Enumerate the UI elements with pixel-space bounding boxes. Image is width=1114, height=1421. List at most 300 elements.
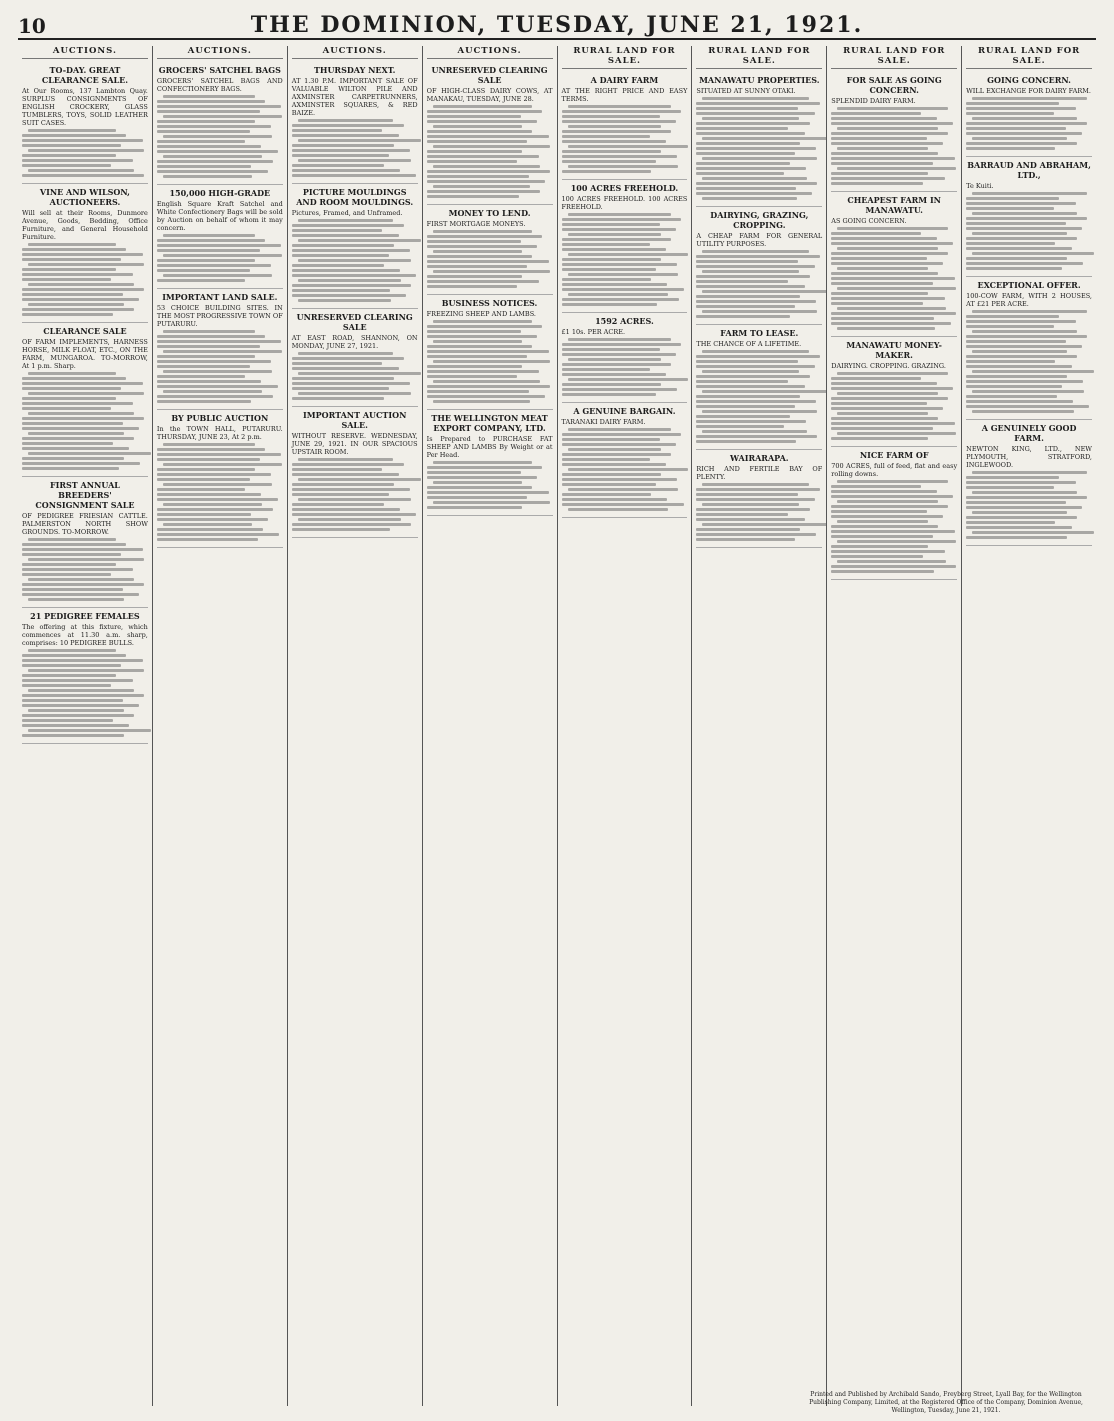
text-line: [568, 125, 661, 128]
text-line: [562, 438, 660, 441]
text-line: [837, 247, 938, 250]
text-line: [298, 139, 421, 142]
text-line: [163, 115, 283, 118]
ad-body: £1 10s. PER ACRE.: [561, 328, 626, 336]
text-line: [157, 380, 261, 383]
text-line: [427, 496, 528, 499]
text-line: [562, 388, 678, 391]
text-line: [562, 155, 678, 158]
ad-title: BUSINESS NOTICES.: [441, 298, 538, 308]
text-line: [298, 392, 411, 395]
text-line: [292, 377, 394, 380]
text-line: [696, 295, 799, 298]
text-line: [427, 190, 540, 193]
text-line: [831, 317, 934, 320]
text-line: [966, 315, 1059, 318]
text-line: [292, 387, 389, 390]
text-line: [22, 417, 144, 420]
text-line: [696, 132, 804, 135]
ad-title: WAIRARAPA.: [730, 453, 789, 463]
text-line: [831, 407, 943, 410]
column: [558, 46, 693, 1406]
text-line: [696, 513, 788, 516]
ad-body: SITUATED AT SUNNY OTAKI.: [696, 87, 796, 95]
imprint: Printed and Published by Archibald Sando, Freyberg Street, Lyall Bay, for the Wellington Publishing Company, Limited, at the Registered Office of the Company, Dominion Avenue, Wellington, Tuesday, June 21, 1921.: [809, 1391, 1083, 1414]
text-line: [696, 533, 816, 536]
text-line: [696, 380, 788, 383]
text-line: [831, 297, 944, 300]
text-line: [966, 536, 1067, 539]
column-heading: RURAL LAND FOR SALE.: [562, 46, 688, 69]
text-line: [292, 289, 390, 292]
text-line: [157, 508, 273, 511]
text-line: [427, 285, 518, 288]
ad-body: In the TOWN HALL, PUTARURU. THURSDAY, JUNE 23, At 2 p.m.: [156, 425, 283, 441]
text-line: [22, 377, 126, 380]
text-line: [831, 525, 938, 528]
text-line: [22, 387, 121, 390]
text-line: [292, 367, 399, 370]
text-line: [427, 350, 549, 353]
text-line: [427, 385, 550, 388]
text-line: [157, 335, 265, 338]
text-line: [427, 235, 543, 238]
text-line: [562, 433, 682, 436]
text-line: [433, 400, 530, 403]
ad-body: FREEZING SHEEP AND LAMBS.: [426, 310, 536, 318]
text-line: [427, 491, 549, 494]
advertisement: [22, 608, 148, 744]
text-line: [22, 724, 129, 727]
text-line: [22, 154, 116, 157]
text-line: [157, 259, 255, 262]
text-line: [966, 127, 1065, 130]
text-line: [163, 370, 273, 373]
text-line: [831, 172, 928, 175]
text-line: [831, 137, 927, 140]
text-line: [837, 227, 948, 230]
advertisement: [966, 277, 1092, 420]
text-line: [28, 598, 124, 601]
text-line: [702, 370, 799, 373]
advertisement: [427, 295, 553, 410]
advertisement: [966, 420, 1092, 546]
text-line: [696, 375, 809, 378]
text-line: [972, 511, 1066, 514]
text-line: [837, 500, 938, 503]
text-line: [562, 110, 682, 113]
ad-title: BY PUBLIC AUCTION: [171, 413, 269, 423]
text-line: [292, 362, 383, 365]
advertisement: [22, 323, 148, 477]
text-line: [22, 422, 123, 425]
text-line: [702, 523, 827, 526]
ad-title: MONEY TO LEND.: [448, 208, 531, 218]
advertisement: [292, 407, 418, 538]
text-line: [696, 440, 795, 443]
text-line: [696, 192, 812, 195]
text-line: [831, 157, 954, 160]
text-line: [966, 237, 1077, 240]
text-line: [562, 140, 666, 143]
text-line: [831, 262, 943, 265]
text-line: [562, 115, 660, 118]
text-line: [292, 523, 412, 526]
text-line: [562, 238, 672, 241]
text-line: [22, 442, 113, 445]
text-line: [837, 480, 948, 483]
text-line: [163, 483, 273, 486]
text-line: [157, 264, 272, 267]
ad-title: A GENUINE BARGAIN.: [573, 406, 676, 416]
text-line: [157, 340, 282, 343]
text-line: [427, 110, 543, 113]
text-line: [966, 320, 1076, 323]
text-line: [831, 397, 948, 400]
text-line: [837, 147, 928, 150]
text-line: [831, 515, 943, 518]
text-line: [22, 407, 111, 410]
text-line: [831, 530, 954, 533]
text-line: [696, 400, 816, 403]
text-line: [562, 353, 677, 356]
text-line: [562, 223, 660, 226]
text-line: [163, 330, 255, 333]
text-line: [972, 410, 1074, 413]
text-line: [298, 259, 411, 262]
text-line: [568, 293, 669, 296]
text-line: [22, 159, 133, 162]
text-line: [831, 232, 920, 235]
ad-body: 700 ACRES, full of feed, flat and easy rolling downs.: [831, 462, 958, 478]
text-line: [702, 483, 809, 486]
text-line: [433, 105, 532, 108]
text-line: [22, 447, 129, 450]
text-line: [22, 258, 121, 261]
text-line: [22, 382, 143, 385]
ad-title: 100 ACRES FREEHOLD.: [570, 183, 679, 193]
advertisement: [831, 192, 957, 337]
text-line: [562, 248, 666, 251]
ad-title: FIRST ANNUAL BREEDERS' CONSIGNMENT SALE: [35, 480, 135, 510]
text-line: [568, 378, 689, 381]
text-line: [831, 382, 937, 385]
advertisement: [292, 184, 418, 309]
ad-title: A GENUINELY GOOD FARM.: [981, 423, 1077, 443]
text-line: [972, 192, 1087, 195]
text-line: [696, 122, 809, 125]
text-line: [292, 264, 384, 267]
text-line: [972, 97, 1087, 100]
text-line: [433, 230, 532, 233]
text-line: [966, 400, 1073, 403]
advertisement: [696, 72, 822, 207]
text-line: [28, 729, 151, 732]
text-line: [22, 684, 111, 687]
text-line: [696, 518, 804, 521]
text-line: [966, 335, 1087, 338]
text-line: [972, 471, 1087, 474]
advertisement: [562, 403, 688, 518]
text-line: [28, 452, 151, 455]
text-line: [696, 395, 799, 398]
column: [153, 46, 288, 1406]
text-line: [22, 659, 143, 662]
text-line: [292, 397, 384, 400]
text-line: [568, 508, 669, 511]
text-line: [157, 385, 278, 388]
advertisement: [157, 410, 283, 548]
ad-title: TO-DAY. GREAT CLEARANCE SALE.: [41, 65, 129, 85]
text-line: [562, 473, 661, 476]
text-line: [157, 244, 282, 247]
text-line: [966, 496, 1087, 499]
text-line: [433, 380, 540, 383]
text-line: [298, 518, 401, 521]
text-line: [831, 495, 953, 498]
text-line: [28, 243, 116, 246]
text-line: [22, 573, 111, 576]
ad-title: VINE AND WILSON, AUCTIONEERS.: [39, 187, 130, 207]
text-line: [837, 107, 948, 110]
columns: [18, 46, 1096, 1406]
text-line: [163, 523, 252, 526]
text-line: [427, 180, 545, 183]
text-line: [837, 372, 948, 375]
ad-body: AT 1.30 P.M. IMPORTANT SALE OF VALUABLE WILTON PILE AND AXMINSTER CARPETRUNNERS, AXMINSTER SQUARES, & RED BAIZE.: [291, 77, 418, 117]
ad-title: 1592 ACRES.: [595, 316, 654, 326]
text-line: [22, 278, 111, 281]
text-line: [696, 102, 819, 105]
text-line: [966, 345, 1082, 348]
text-line: [966, 132, 1082, 135]
text-line: [427, 170, 550, 173]
text-line: [562, 243, 650, 246]
text-line: [28, 538, 116, 541]
text-line: [157, 360, 272, 363]
ad-title: FARM TO LEASE.: [720, 328, 799, 338]
ad-body: NEWTON KING, LTD., NEW PLYMOUTH, STRATFORD, INGLEWOOD.: [966, 445, 1092, 469]
ad-body: A CHEAP FARM FOR GENERAL UTILITY PURPOSES.: [696, 232, 823, 248]
text-line: [837, 560, 945, 563]
text-line: [298, 239, 421, 242]
text-line: [831, 485, 920, 488]
text-line: [702, 270, 799, 273]
text-line: [562, 443, 677, 446]
text-line: [831, 555, 923, 558]
text-line: [157, 365, 250, 368]
ad-body: DAIRYING. CROPPING. GRAZING.: [831, 362, 946, 370]
text-line: [292, 274, 417, 277]
text-line: [22, 437, 134, 440]
text-line: [22, 164, 111, 167]
text-line: [292, 483, 394, 486]
text-line: [157, 125, 272, 128]
text-line: [831, 322, 951, 325]
text-line: [966, 217, 1087, 220]
ad-title: GOING CONCERN.: [987, 75, 1071, 85]
text-line: [972, 117, 1076, 120]
text-line: [427, 476, 538, 479]
text-line: [696, 285, 804, 288]
ad-title: THE WELLINGTON MEAT EXPORT COMPANY, LTD.: [431, 413, 548, 433]
text-line: [562, 228, 677, 231]
advertisement: [157, 185, 283, 289]
ad-body: Will sell at their Rooms, Dunmore Avenue, Goods, Bedding, Office Furniture, and General Household Furniture.: [22, 209, 148, 241]
text-line: [831, 510, 927, 513]
text-line: [22, 293, 123, 296]
text-line: [163, 234, 255, 237]
text-line: [163, 95, 255, 98]
text-line: [562, 348, 660, 351]
text-line: [696, 172, 784, 175]
text-line: [831, 377, 920, 380]
text-line: [157, 538, 258, 541]
ad-title: IMPORTANT AUCTION SALE.: [302, 410, 407, 430]
text-line: [22, 548, 143, 551]
text-line: [157, 375, 245, 378]
text-line: [562, 503, 684, 506]
text-line: [163, 155, 262, 158]
text-line: [433, 340, 522, 343]
text-line: [696, 275, 809, 278]
text-line: [157, 498, 278, 501]
text-line: [163, 503, 262, 506]
ad-title: A DAIRY FARM: [590, 75, 659, 85]
text-line: [966, 112, 1054, 115]
text-line: [966, 207, 1054, 210]
text-line: [22, 719, 113, 722]
text-line: [837, 127, 938, 130]
text-line: [562, 298, 679, 301]
text-line: [427, 345, 533, 348]
text-line: [966, 380, 1083, 383]
text-line: [837, 327, 935, 330]
text-line: [22, 664, 121, 667]
text-line: [696, 260, 798, 263]
text-line: [157, 269, 250, 272]
text-line: [427, 275, 523, 278]
text-line: [696, 162, 789, 165]
text-line: [702, 503, 799, 506]
text-line: [568, 358, 661, 361]
text-line: [562, 160, 656, 163]
ad-body: 53 CHOICE BUILDING SITES. IN THE MOST PROGRESSIVE TOWN OF PUTARURU.: [156, 304, 283, 328]
text-line: [22, 308, 134, 311]
text-line: [696, 187, 795, 190]
text-line: [568, 448, 661, 451]
text-line: [831, 490, 937, 493]
text-line: [292, 154, 389, 157]
text-line: [292, 269, 400, 272]
text-line: [831, 417, 938, 420]
text-line: [427, 355, 528, 358]
text-line: [427, 486, 533, 489]
text-line: [22, 699, 123, 702]
text-line: [427, 120, 538, 123]
text-line: [696, 420, 806, 423]
text-line: [427, 335, 538, 338]
ad-title: CLEARANCE SALE: [43, 326, 127, 336]
text-line: [433, 320, 532, 323]
text-line: [292, 508, 400, 511]
text-line: [298, 372, 421, 375]
text-line: [427, 325, 543, 328]
advertisement: [427, 62, 553, 205]
ad-body: OF FARM IMPLEMENTS, HARNESS HORSE, MILK FLOAT, ETC., ON THE FARM, MUNGAROA. TO-MORROW, At 1 p.m. Sharp.: [22, 338, 148, 370]
text-line: [22, 144, 121, 147]
text-line: [292, 473, 399, 476]
text-line: [298, 279, 401, 282]
text-line: [22, 139, 143, 142]
text-line: [702, 310, 817, 313]
text-line: [562, 288, 684, 291]
text-line: [831, 292, 928, 295]
text-line: [831, 545, 928, 548]
text-line: [568, 338, 671, 341]
text-line: [837, 307, 945, 310]
text-line: [837, 287, 955, 290]
text-line: [22, 563, 116, 566]
advertisement: [22, 184, 148, 323]
advertisement: [696, 450, 822, 548]
text-line: [427, 150, 523, 153]
text-line: [427, 195, 519, 198]
advertisement: [831, 337, 957, 447]
text-line: [966, 242, 1055, 245]
text-line: [972, 491, 1076, 494]
ad-body: 100 ACRES FREEHOLD. 100 ACRES FREEHOLD.: [561, 195, 688, 211]
text-line: [22, 273, 133, 276]
column-heading: AUCTIONS.: [292, 46, 418, 59]
text-line: [427, 115, 521, 118]
advertisement: [427, 410, 553, 516]
text-line: [562, 135, 650, 138]
text-line: [22, 583, 144, 586]
ad-title: PICTURE MOULDINGS AND ROOM MOULDINGS.: [296, 187, 414, 207]
text-line: [427, 155, 539, 158]
text-line: [568, 105, 671, 108]
text-line: [831, 117, 937, 120]
ad-body: SPLENDID DAIRY FARM.: [831, 97, 916, 105]
text-line: [831, 427, 933, 430]
text-line: [966, 262, 1083, 265]
text-line: [562, 303, 658, 306]
ad-body: Te Kuiti.: [966, 182, 994, 190]
text-line: [292, 357, 404, 360]
text-line: [702, 97, 809, 100]
text-line: [163, 443, 255, 446]
text-line: [157, 239, 265, 242]
column: [18, 46, 153, 1406]
text-line: [562, 483, 656, 486]
text-line: [28, 578, 134, 581]
text-line: [22, 654, 126, 657]
text-line: [22, 248, 126, 251]
text-line: [427, 466, 543, 469]
text-line: [292, 144, 394, 147]
ad-title: 150,000 HIGH-GRADE: [169, 188, 271, 198]
ad-body: GROCERS' SATCHEL BAGS AND CONFECTIONERY BAGS.: [156, 77, 283, 93]
text-line: [966, 227, 1082, 230]
text-line: [292, 169, 400, 172]
ad-title: MANAWATU MONEY-MAKER.: [846, 340, 942, 360]
text-line: [966, 202, 1076, 205]
text-line: [433, 250, 522, 253]
text-line: [696, 498, 814, 501]
text-line: [427, 390, 529, 393]
text-line: [562, 343, 682, 346]
